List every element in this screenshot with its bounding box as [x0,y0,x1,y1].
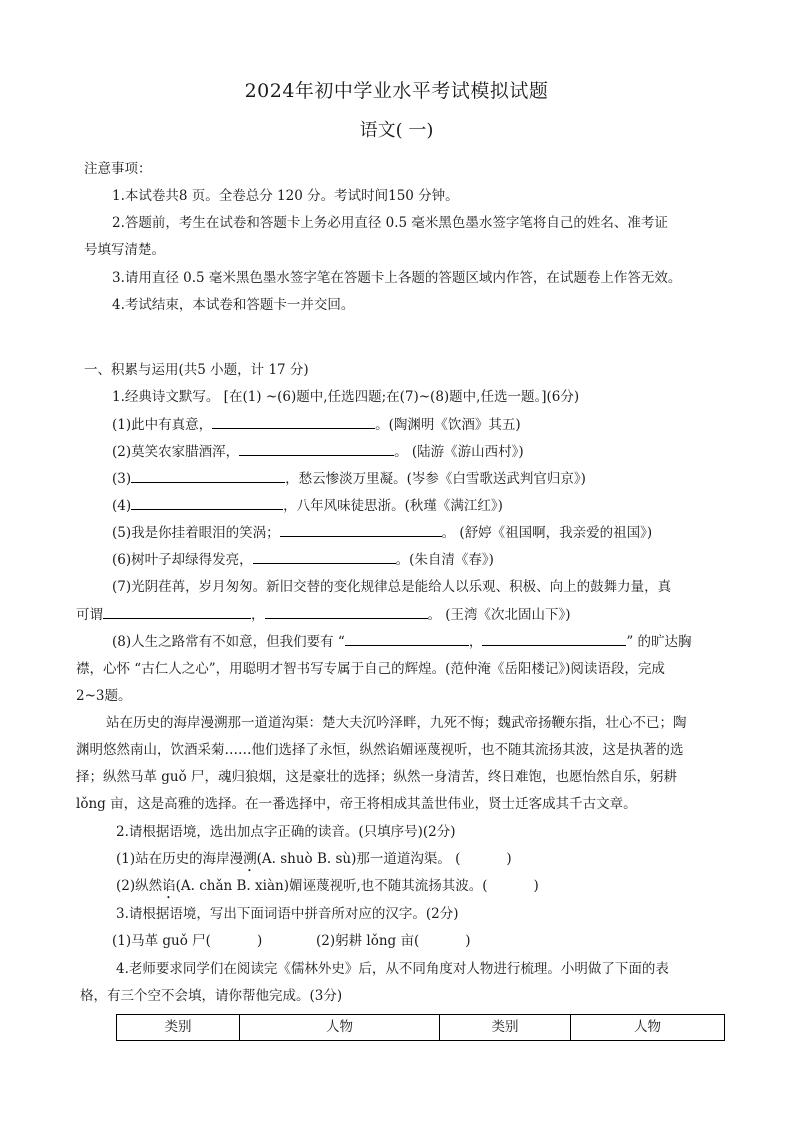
q1-item-3 [112,469,586,488]
q3-item-text: ) [256,933,263,949]
passage-line: lǒng 亩，这是高雅的选择。在一番选择中，帝王将相成其盖世伟业，贤士迁客成其千古文章。 [76,796,637,812]
table-header-row [117,1015,725,1041]
notice-item: 2.答题前，考生在试卷和答题卡上务必用直径 0.5 毫米黑色墨水签字笔将自己的姓名、准考证 [112,215,668,231]
notice-item: 1.本试卷共8 页。全卷总分 120 分。考试时间150 分钟。 [112,188,459,204]
q1-item-text: ” 的旷达胸 [626,634,692,650]
q1-item-6 [112,550,494,569]
q1-item-4 [112,496,503,515]
q1-item-text: 。(朱自清《春》) [395,552,494,568]
exam-subtitle: 语文( 一) [359,120,434,141]
q1-item-text: 。 (陆游《游山西村》) [394,444,524,460]
q2-item-text: ) [533,878,539,894]
passage-line: 择；纵然马革 guǒ 尸，魂归狼烟，这是豪壮的选择；纵然一身清苦，终日难饱，也愿怡然自乐，躬耕 [76,769,678,785]
section-heading: 一、积累与运用(共5 小题，计 17 分) [84,362,309,378]
q1-item-8-line3: 2~3题。 [76,688,132,704]
answer-blank[interactable] [103,605,251,619]
question-4-line2: 格，有三个空不会填，请你帮他完成。(3分) [80,988,343,1004]
q2-item-text: ) [506,851,512,867]
q2-item-text: (1)站在历史的海岸漫 [116,851,244,867]
q1-item-text: (1)此中有真意， [112,417,213,433]
q1-item-5 [112,523,652,542]
table-header-cell: 类别 [117,1015,240,1041]
question-3-prompt: 3.请根据语境，写出下面词语中拼音所对应的汉字。(2分) [116,906,459,922]
q1-item-text: ， [468,634,483,650]
q1-item-text: 。(陶渊明《饮酒》其五) [375,417,521,433]
answer-blank[interactable] [280,523,442,537]
question-1-prompt: 1.经典诗文默写。 [在(1) ~(6)题中,任选四题;在(7)~(8)题中,任选一题。](6分) [112,389,580,405]
q1-item-text: (4) [112,498,132,514]
q1-item-text: ，八年风味徒思浙。(秋瑾《满江红》) [283,498,503,514]
answer-blank[interactable] [131,496,283,510]
question-2-prompt: 2.请根据语境，选出加点字正确的读音。(只填序号)(2分) [116,824,456,840]
q1-item-text: 。 (舒婷《祖国啊，我亲爱的祖国》) [441,525,653,541]
q1-item-7-line1: (7)光阴荏苒，岁月匆匆。新旧交替的变化规律总是能给人以乐观、积极、向上的鼓舞力量，真 [112,579,672,595]
q3-item-text: (1)马革 guǒ 尸( [112,933,211,949]
table-header-cell: 人物 [571,1015,725,1041]
q1-item-2 [112,442,524,461]
dotted-char: 溯 [243,851,257,867]
q1-item-text: ，愁云惨淡万里凝。(岑参《白雪歌送武判官归京》) [285,471,586,487]
q3-item-2 [316,932,471,950]
passage-line: 站在历史的海岸漫溯那一道道沟渠：楚大夫沉吟泽畔，九死不悔；魏武帝扬鞭东指，壮心不已；陶 [106,715,687,731]
question-4-line1: 4.老师要求同学们在阅读完《儒林外史》后，从不同角度对人物进行梳理。小明做了下面的表 [116,961,669,977]
q2-item-text: (A. chǎn B. xiàn)媚诬蔑视听,也不随其流扬其波。( [175,878,488,894]
answer-blank[interactable] [345,632,469,646]
table-header-cell: 人物 [240,1015,440,1041]
q1-item-text: 。 (王湾《次北固山下》) [427,607,571,623]
notice-item: 号填写清楚。 [84,242,165,258]
answer-blank[interactable] [212,415,375,429]
q2-item-text: (A. shuò B. sù)那一道道沟渠。 ( [256,851,461,867]
answer-blank[interactable] [253,550,396,564]
dotted-char: 谄 [162,878,176,894]
answer-blank[interactable] [482,632,626,646]
answer-blank[interactable] [131,469,285,483]
notice-item: 3.请用直径 0.5 毫米黑色墨水签字笔在答题卡上各题的答题区域内作答，在试题卷上作答无效。 [112,270,682,286]
q3-item-1 [112,932,262,950]
q1-item-text: (6)树叶子却绿得发亮， [112,552,253,568]
q1-item-text: (8)人生之路常有不如意，但我们要有 “ [112,634,345,650]
notice-item: 4.考试结束，本试卷和答题卡一并交回。 [112,297,355,313]
q1-item-text: (5)我是你挂着眼泪的笑涡； [112,525,280,541]
passage-line: 渊明悠然南山，饮酒采菊……他们选择了永恒，纵然谄媚诬蔑视听，也不随其流扬其波，这是执著的选 [76,742,684,758]
answer-blank[interactable] [239,442,394,456]
q1-item-8-line1 [112,632,692,651]
q1-item-text: (3) [112,471,132,487]
q3-item-text: (2)躬耕 lǒng 亩( [316,933,420,949]
q1-item-8-line2: 襟，心怀 “古仁人之心”，用聪明才智书写专属于自己的辉煌。(范仲淹《岳阳楼记》)阅读语段，完成 [76,661,665,677]
q3-item-text: ) [465,933,471,949]
q1-item-text: 可谓 [76,607,103,623]
q1-item-1 [112,415,521,434]
q2-item-text: (2)纵然 [116,878,163,894]
exam-title: 2024年初中学业水平考试模拟试题 [244,80,549,102]
q1-item-7-line2 [76,605,571,624]
q1-item-text: (2)莫笑农家腊酒浑， [112,444,240,460]
notice-heading: 注意事项： [84,161,152,177]
answer-blank[interactable] [265,605,428,619]
table-header-cell: 类别 [440,1015,571,1041]
q2-item-2 [116,877,539,902]
q2-item-1 [116,850,512,875]
q1-item-text: ， [251,607,265,623]
character-table [116,1014,725,1041]
